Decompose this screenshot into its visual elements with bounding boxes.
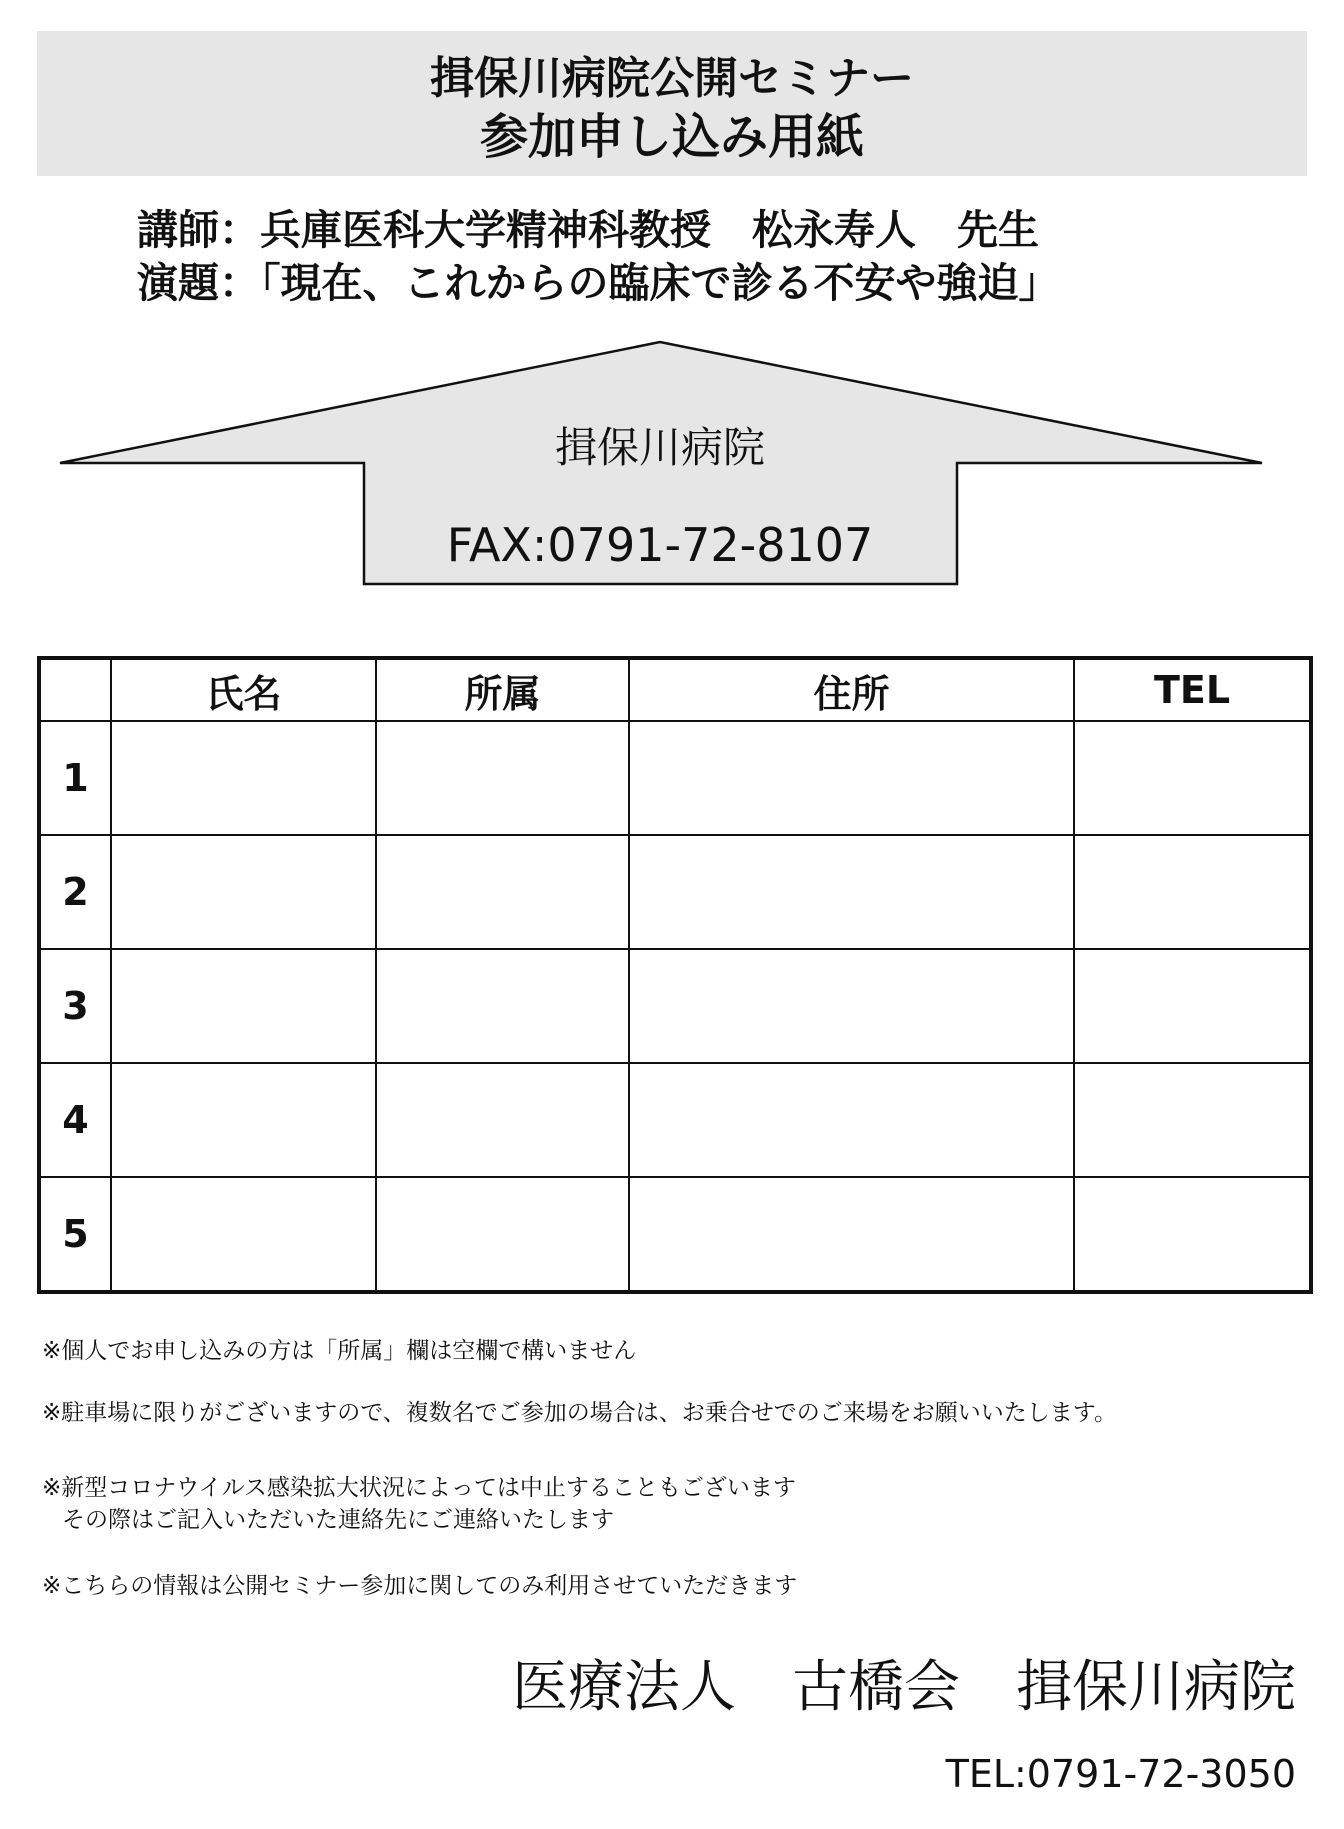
table-row	[39, 949, 1311, 1063]
tel-cell[interactable]	[1074, 1177, 1311, 1292]
name-cell[interactable]	[111, 949, 376, 1063]
title-line-1: 揖保川病院公開セミナー	[430, 53, 914, 104]
name-cell[interactable]	[111, 721, 376, 835]
header-tel: TEL	[1074, 658, 1311, 721]
row-number: 2	[39, 835, 111, 949]
affiliation-cell[interactable]	[376, 1177, 629, 1292]
row-number: 5	[39, 1177, 111, 1292]
up-arrow-shape	[0, 0, 1344, 600]
footer-tel: TEL:0791-72-3050	[945, 1752, 1296, 1796]
note-privacy: ※こちらの情報は公開セミナー参加に関してのみ利用させていただきます	[42, 1573, 798, 1599]
table-row	[39, 1063, 1311, 1177]
arrow-hospital-name: 揖保川病院	[554, 423, 765, 472]
row-number: 1	[39, 721, 111, 835]
address-cell[interactable]	[629, 721, 1074, 835]
note-covid-line-1: ※新型コロナウイルス感染拡大状況によっては中止することもございます	[42, 1475, 796, 1501]
name-cell[interactable]	[111, 835, 376, 949]
title-line-2: 参加申し込み用紙	[479, 109, 864, 165]
topic-line: 演題：「現在、これからの臨床で診る不安や強迫」	[137, 259, 1060, 307]
name-cell[interactable]	[111, 1063, 376, 1177]
organization-name: 医療法人 古橋会 揖保川病院	[512, 1655, 1296, 1720]
tel-cell[interactable]	[1074, 949, 1311, 1063]
table-row	[39, 835, 1311, 949]
registration-table	[37, 656, 1313, 1294]
row-number: 4	[39, 1063, 111, 1177]
header-number	[39, 658, 111, 721]
address-cell[interactable]	[629, 1063, 1074, 1177]
tel-cell[interactable]	[1074, 835, 1311, 949]
note-parking: ※駐車場に限りがございますので、複数名でご参加の場合は、お乗合せでのご来場をお願いいたします。	[42, 1400, 1117, 1426]
affiliation-cell[interactable]	[376, 949, 629, 1063]
tel-cell[interactable]	[1074, 721, 1311, 835]
header-affiliation: 所属	[376, 658, 629, 721]
tel-cell[interactable]	[1074, 1063, 1311, 1177]
address-cell[interactable]	[629, 1177, 1074, 1292]
table-row	[39, 1177, 1311, 1292]
lecturer-line: 講師：兵庫医科大学精神科教授 松永寿人 先生	[137, 206, 1039, 254]
fax-number: FAX:0791-72-8107	[446, 518, 874, 572]
note-covid-line-2: その際はご記入いただいた連絡先にご連絡いたします	[62, 1507, 614, 1533]
row-number: 3	[39, 949, 111, 1063]
affiliation-cell[interactable]	[376, 1063, 629, 1177]
header-address: 住所	[629, 658, 1074, 721]
address-cell[interactable]	[629, 835, 1074, 949]
address-cell[interactable]	[629, 949, 1074, 1063]
header-name: 氏名	[111, 658, 376, 721]
note-individual: ※個人でお申し込みの方は「所属」欄は空欄で構いません	[42, 1338, 637, 1364]
name-cell[interactable]	[111, 1177, 376, 1292]
affiliation-cell[interactable]	[376, 721, 629, 835]
affiliation-cell[interactable]	[376, 835, 629, 949]
table-header-row	[39, 658, 1311, 721]
table-row	[39, 721, 1311, 835]
